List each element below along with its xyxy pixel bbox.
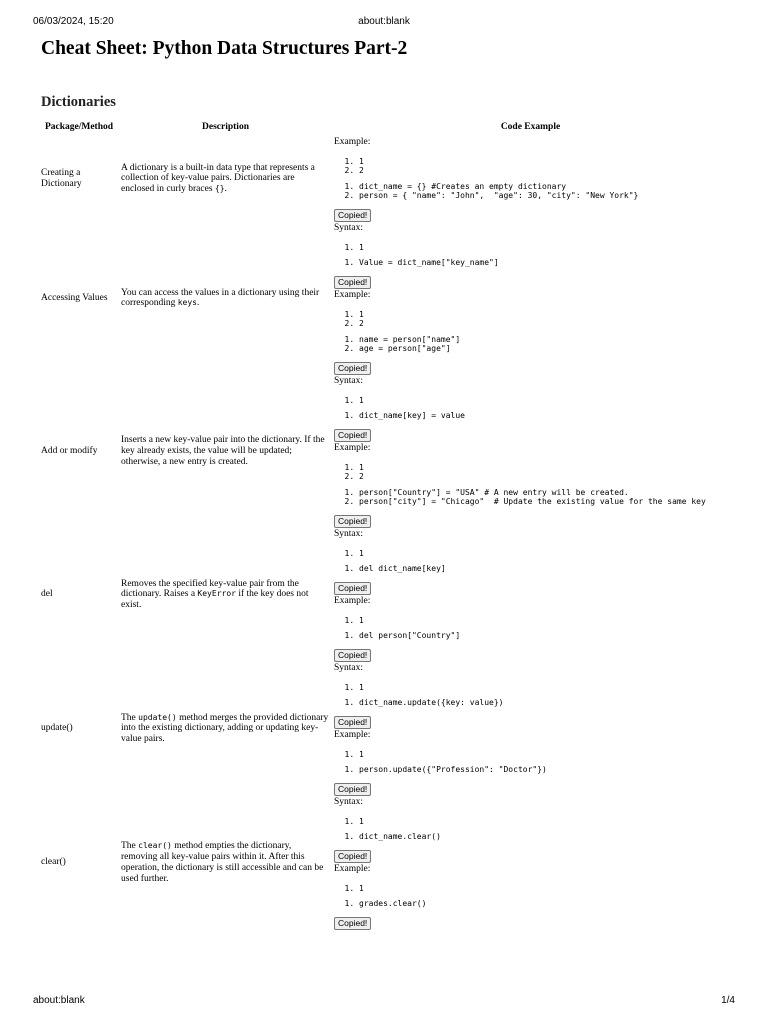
code-block-label: Example: — [334, 863, 371, 874]
print-datetime: 06/03/2024, 15:20 — [33, 16, 114, 27]
table-row — [39, 375, 729, 528]
code-line: 1. dict_name.update({key: value}) — [359, 698, 727, 708]
code-line: 2. age = person["age"] — [359, 344, 727, 354]
print-page-number: 1/4 — [721, 995, 735, 1006]
description-text: method merges the provided dictionary into the existing dictionary, adding or updating key-value pairs. — [121, 712, 329, 745]
copy-code-button[interactable]: Copied! — [334, 917, 371, 930]
print-footer — [0, 995, 768, 1009]
page-title: Cheat Sheet: Python Data Structures Part-2 — [41, 38, 408, 59]
code-block-label: Example: — [334, 595, 371, 606]
code-block-label: Example: — [334, 729, 371, 740]
code-lines — [334, 564, 727, 574]
code-lines — [334, 765, 727, 775]
line-number-list — [334, 884, 727, 894]
code-line: 1. person.update({"Profession": "Doctor"}) — [359, 765, 727, 775]
code-line: 1. dict_name[key] = value — [359, 411, 727, 421]
code-lines — [334, 411, 727, 421]
print-footer-url: about:blank — [33, 995, 85, 1006]
code-block — [334, 289, 727, 375]
table-row — [39, 796, 729, 930]
inline-code: clear() — [138, 841, 172, 851]
line-number: 1. 1 — [359, 884, 727, 894]
code-line: 1. name = person["name"] — [359, 335, 727, 345]
code-block — [334, 595, 727, 662]
copy-code-button[interactable]: Copied! — [334, 209, 371, 222]
copy-code-button[interactable]: Copied! — [334, 850, 371, 863]
code-block — [334, 863, 727, 930]
code-line: 1. person["Country"] = "USA" # A new entry will be created. — [359, 488, 727, 498]
description-text: Removes the specified key-value pair from the dictionary. Raises a — [121, 578, 299, 600]
table-row — [39, 136, 729, 222]
line-number-list — [334, 310, 727, 329]
line-number: 1. 1 — [359, 683, 727, 693]
description-text: method empties the dictionary, removing all key-value pairs within it. After this operation, the dictionary is still accessible and can be used further. — [121, 841, 324, 884]
line-number: 1. 1 — [359, 243, 727, 253]
code-line: 2. person = { "name": "John", "age": 30, "city": "New York"} — [359, 191, 727, 201]
code-block-label: Example: — [334, 136, 371, 147]
line-number-list — [334, 616, 727, 626]
section-title: Dictionaries — [41, 94, 116, 110]
cheat-sheet-table — [39, 118, 729, 930]
table-row — [39, 222, 729, 375]
method-cell: clear() — [41, 857, 66, 868]
code-line: 1. del person["Country"] — [359, 631, 727, 641]
inline-code: keys — [177, 298, 197, 308]
code-example-cell — [332, 136, 729, 222]
code-line: 1. del dict_name[key] — [359, 564, 727, 574]
code-example-cell — [332, 796, 729, 930]
code-block — [334, 729, 727, 796]
code-block — [334, 662, 727, 729]
code-lines — [334, 899, 727, 909]
description-text: The — [121, 712, 139, 723]
code-example-cell — [332, 375, 729, 528]
line-number-list — [334, 463, 727, 482]
line-number-list — [334, 683, 727, 693]
description-text: You can access the values in a dictionary using their corresponding — [121, 287, 320, 309]
code-block-label: Example: — [334, 289, 371, 300]
line-number: 1. 1 — [359, 310, 727, 320]
copy-code-button[interactable]: Copied! — [334, 649, 371, 662]
code-line: 1. Value = dict_name["key_name"] — [359, 258, 727, 268]
code-block — [334, 375, 727, 442]
inline-code: update() — [138, 712, 177, 722]
code-line: 1. dict_name.clear() — [359, 832, 727, 842]
line-number: 2. 2 — [359, 472, 727, 482]
column-header-code: Code Example — [500, 122, 561, 132]
line-number: 1. 1 — [359, 817, 727, 827]
code-lines — [334, 488, 727, 507]
description-text: Inserts a new key-value pair into the dictionary. If the key already exists, the value will be updated; otherwise, a new entry is created. — [121, 435, 325, 467]
copy-code-button[interactable]: Copied! — [334, 716, 371, 729]
code-block — [334, 528, 727, 595]
description-cell — [119, 796, 332, 930]
description-text: The — [121, 841, 139, 852]
table-body — [39, 136, 729, 930]
inline-code: KeyError — [197, 589, 236, 599]
line-number: 1. 1 — [359, 549, 727, 559]
description-cell — [119, 375, 332, 528]
code-example-cell — [332, 528, 729, 662]
copy-code-button[interactable]: Copied! — [334, 783, 371, 796]
description-text: A dictionary is a built-in data type that represents a collection of key-value pairs. Dictionaries are enclosed in curly braces — [121, 162, 315, 195]
line-number: 1. 1 — [359, 157, 727, 167]
code-line: 1. grades.clear() — [359, 899, 727, 909]
code-lines — [334, 698, 727, 708]
description-cell — [119, 136, 332, 222]
description-text: . — [224, 184, 227, 195]
code-block — [334, 136, 727, 222]
copy-code-button[interactable]: Copied! — [334, 276, 371, 289]
method-cell: Accessing Values — [41, 292, 108, 303]
code-example-cell — [332, 662, 729, 796]
description-text: if the key does not exist. — [121, 589, 309, 611]
method-cell: del — [41, 589, 53, 600]
table-header-row — [39, 118, 729, 136]
method-cell: update() — [41, 723, 73, 734]
method-cell: Add or modify — [41, 445, 98, 456]
print-header-url: about:blank — [358, 16, 410, 27]
code-lines — [334, 258, 727, 268]
line-number: 2. 2 — [359, 166, 727, 176]
code-example-cell — [332, 222, 729, 375]
code-line: 2. person["city"] = "Chicago" # Update the existing value for the same key — [359, 497, 727, 507]
code-block-label: Syntax: — [334, 528, 364, 539]
column-header-method: Package/Method — [44, 122, 114, 132]
code-line: 1. dict_name = {} #Creates an empty dictionary — [359, 182, 727, 192]
code-block — [334, 442, 727, 528]
line-number: 1. 1 — [359, 750, 727, 760]
line-number: 1. 1 — [359, 396, 727, 406]
code-block-label: Example: — [334, 442, 371, 453]
code-block — [334, 796, 727, 863]
copy-code-button[interactable]: Copied! — [334, 582, 371, 595]
line-number-list — [334, 817, 727, 827]
table-row — [39, 662, 729, 796]
method-cell: Creating a Dictionary — [41, 168, 82, 189]
copy-code-button[interactable]: Copied! — [334, 515, 371, 528]
print-header — [0, 16, 768, 30]
description-cell — [119, 662, 332, 796]
code-block-label: Syntax: — [334, 662, 364, 673]
line-number-list — [334, 243, 727, 253]
code-block-label: Syntax: — [334, 222, 364, 233]
code-block-label: Syntax: — [334, 796, 364, 807]
copy-code-button[interactable]: Copied! — [334, 429, 371, 442]
line-number-list — [334, 396, 727, 406]
line-number-list — [334, 549, 727, 559]
inline-code: {} — [214, 184, 225, 194]
code-lines — [334, 631, 727, 641]
description-text: . — [197, 298, 200, 309]
column-header-description: Description — [202, 122, 249, 132]
line-number: 1. 1 — [359, 463, 727, 473]
line-number-list — [334, 750, 727, 760]
description-cell — [119, 222, 332, 375]
table-row — [39, 528, 729, 662]
code-lines — [334, 335, 727, 354]
copy-code-button[interactable]: Copied! — [334, 362, 371, 375]
line-number: 2. 2 — [359, 319, 727, 329]
code-lines — [334, 182, 727, 201]
code-block-label: Syntax: — [334, 375, 364, 386]
code-block — [334, 222, 727, 289]
description-cell — [119, 528, 332, 662]
line-number: 1. 1 — [359, 616, 727, 626]
line-number-list — [334, 157, 727, 176]
code-lines — [334, 832, 727, 842]
